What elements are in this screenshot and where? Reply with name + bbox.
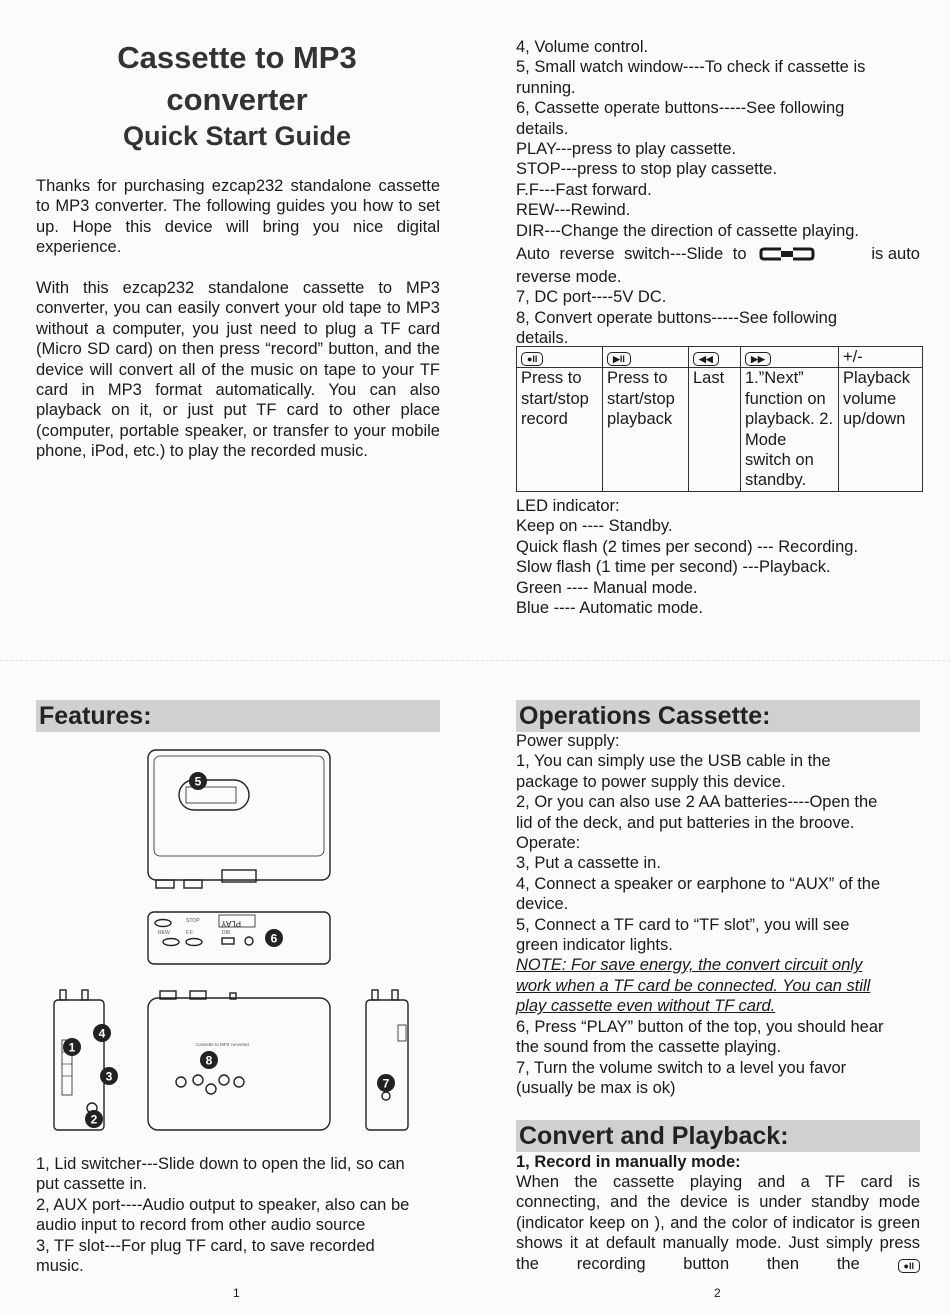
intro-paragraph-2: With this ezcap232 standalone cassette to MP3 converter, you can easily convert your old tape to MP3 without a computer, you just need to plug a TF card (Micro SD card) on then press “record” button, and the device will convert all of the music on tape to your TF card in MP3 format automatically. You can also playback on it, or just put TF card to other place (computer, portable speaker, or transfer to your mobile phone, iPod, etc.) to play the recorded music. [36, 279, 440, 461]
controls-line: running. [516, 78, 576, 97]
controls-line: 6, Cassette operate buttons-----See following [516, 99, 845, 118]
callout-8: 8 [205, 1053, 213, 1068]
operations-line: Power supply: [516, 732, 620, 750]
operations-line: Operate: [516, 834, 581, 853]
last-button-icon: ◀◀ [693, 352, 719, 366]
controls-line: STOP---press to stop play cassette. [516, 160, 778, 179]
callout-1: 1 [68, 1040, 76, 1055]
dir-label-device: DIR [222, 930, 231, 936]
auto-reverse-line [516, 241, 920, 267]
feature-line: audio input to record from other audio source [36, 1216, 366, 1235]
controls-list [516, 37, 920, 349]
operations-line: package to power supply this device. [516, 772, 786, 791]
operations-line: 5, Connect a TF card to “TF slot”, you will see [516, 915, 850, 934]
ff-label-device: F.F [186, 930, 193, 936]
feature-line: 3, TF slot---For plug TF card, to save recorded [36, 1236, 375, 1255]
guide-title-line1: Cassette to MP3 [117, 40, 357, 75]
led-line: Keep on ---- Standby. [516, 517, 673, 536]
record-button-icon: ●II [521, 352, 543, 366]
operations-list [516, 731, 920, 1098]
led-indicator-list [516, 496, 920, 618]
page-number-right: 2 [714, 1286, 721, 1300]
operations-line: green indicator lights. [516, 936, 673, 955]
table-cell: Last [689, 368, 741, 492]
controls-line: 5, Small watch window----To check if cassette is [516, 58, 866, 77]
controls-line: 7, DC port----5V DC. [516, 288, 667, 307]
table-header-cell: +/- [839, 347, 923, 368]
table-row [517, 347, 923, 368]
operations-line: 7, Turn the volume switch to a level you favor [516, 1058, 847, 1077]
front-print-device: Cassette to MP3 converter [196, 1042, 250, 1047]
controls-line: 8, Convert operate buttons-----See following [516, 308, 837, 327]
controls-line: details. [516, 329, 569, 348]
page-number-left: 1 [233, 1286, 240, 1300]
features-heading: Features: [36, 700, 440, 732]
table-cell: Press to start/stop playback [603, 368, 689, 492]
callout-7: 7 [382, 1076, 390, 1091]
operations-line: 6, Press “PLAY” button of the top, you should hear [516, 1017, 884, 1036]
controls-line: 4, Volume control. [516, 38, 649, 56]
callout-4: 4 [98, 1026, 106, 1041]
rew-label-device: REW [158, 930, 170, 936]
table-cell: Playback volume up/down [839, 368, 923, 492]
led-line: Slow flash (1 time per second) ---Playback. [516, 558, 831, 577]
operations-line: (usually be max is ok) [516, 1078, 676, 1097]
controls-line: F.F---Fast forward. [516, 180, 652, 199]
led-line: LED indicator: [516, 497, 620, 515]
auto-reverse-text-end: is auto [871, 245, 920, 264]
guide-title-line2: converter [166, 82, 308, 117]
energy-note-line: play cassette even without TF card. [516, 997, 776, 1016]
operations-line: the sound from the cassette playing. [516, 1038, 782, 1057]
intro-paragraph-1: Thanks for purchasing ezcap232 standalone cassette to MP3 converter. The following guides you how to set up. Hope this device will bring you nice digital experience. [36, 177, 440, 257]
play-pause-button-icon: ▶II [607, 352, 631, 366]
convert-heading: Convert and Playback: [516, 1120, 920, 1152]
play-label-device: PLAY [221, 919, 241, 928]
callout-2: 2 [90, 1112, 98, 1127]
feature-line: 1, Lid switcher---Slide down to open the lid, so can [36, 1155, 405, 1173]
table-row [517, 368, 923, 492]
led-line: Quick flash (2 times per second) --- Recording. [516, 537, 859, 556]
convert-paragraph [516, 1172, 920, 1274]
features-list [36, 1154, 440, 1276]
controls-line: REW---Rewind. [516, 201, 631, 220]
operations-line: 1, You can simply use the USB cable in the [516, 752, 831, 771]
operations-line: 2, Or you can also use 2 AA batteries----Open the [516, 793, 878, 812]
controls-line: PLAY---press to play cassette. [516, 140, 737, 159]
table-header-cell [689, 347, 741, 368]
table-header-cell [603, 347, 689, 368]
feature-line: put cassette in. [36, 1175, 147, 1194]
operations-line: device. [516, 895, 569, 914]
page-divider [0, 660, 950, 661]
feature-line: music. [36, 1257, 84, 1276]
operations-line: 3, Put a cassette in. [516, 854, 661, 873]
convert-text: When the cassette playing and a TF card is connecting, and the device is under standby mode (indicator keep on ), and the color of indicator is green shows it at default manually mode. Just simply press the recording button then the [516, 1173, 920, 1273]
table-cell: 1.”Next” function on playback. 2. Mode switch on standby. [741, 368, 839, 492]
guide-subtitle: Quick Start Guide [122, 121, 352, 151]
controls-line: DIR---Change the direction of cassette playing. [516, 221, 860, 240]
table-header-cell [517, 347, 603, 368]
led-line: Blue ---- Automatic mode. [516, 599, 704, 618]
callout-6: 6 [270, 931, 278, 946]
energy-note-line: work when a TF card be connected. You can still [516, 976, 871, 995]
controls-line: reverse mode. [516, 268, 622, 287]
callout-5: 5 [194, 774, 202, 789]
led-line: Green ---- Manual mode. [516, 578, 698, 597]
table-cell: Press to start/stop record [517, 368, 603, 492]
feature-line: 2, AUX port----Audio output to speaker, also can be [36, 1195, 410, 1214]
controls-line: details. [516, 119, 569, 138]
record-button-icon: ●II [898, 1259, 920, 1273]
table-header-cell [741, 347, 839, 368]
operations-heading: Operations Cassette: [516, 700, 920, 732]
record-manual-subheading: 1, Record in manually mode: [516, 1153, 741, 1171]
auto-reverse-text: Auto reverse switch---Slide to [516, 245, 747, 264]
operations-line: lid of the deck, and put batteries in the broove. [516, 813, 855, 832]
next-button-icon: ▶▶ [745, 352, 771, 366]
operations-line: 4, Connect a speaker or earphone to “AUX” of the [516, 874, 881, 893]
stop-label-device: STOP [186, 918, 200, 924]
callout-3: 3 [105, 1069, 113, 1084]
auto-reverse-icon [759, 246, 815, 262]
device-diagram [36, 740, 440, 1140]
energy-note-line: NOTE: For save energy, the convert circuit only [516, 956, 863, 975]
convert-buttons-table [516, 346, 923, 492]
